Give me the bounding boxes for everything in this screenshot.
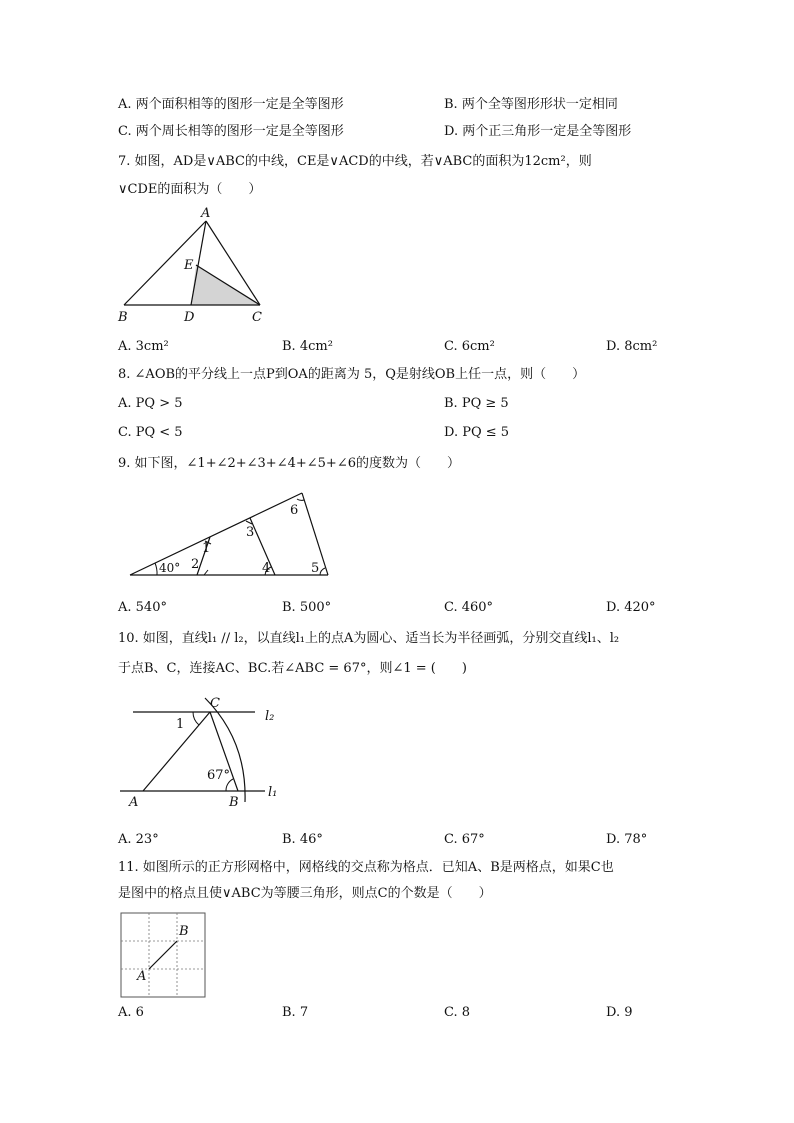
- q9-option-b: B. 500°: [282, 600, 332, 615]
- q9-stem: 9. 如下图，∠1+∠2+∠3+∠4+∠5+∠6的度数为（ ）: [118, 456, 460, 471]
- q6-option-b: B. 两个全等图形形状一定相同: [444, 97, 618, 112]
- q6-option-d: D. 两个正三角形一定是全等图形: [444, 124, 632, 139]
- q11-option-b: B. 7: [282, 1005, 309, 1020]
- q10-figure: [115, 690, 290, 810]
- q8-option-d: D. PQ ≤ 5: [444, 425, 510, 440]
- q11-option-d: D. 9: [606, 1005, 633, 1020]
- q11-grid-figure: [120, 912, 210, 1000]
- q10-stem-line2: 于点B、C，连接AC、BC.若∠ABC = 67°，则∠1 = ( ): [118, 661, 467, 676]
- q6-option-a: A. 两个面积相等的图形一定是全等图形: [118, 97, 344, 112]
- q9-option-a: A. 540°: [118, 600, 167, 615]
- label-angle-3: 3: [246, 525, 255, 540]
- q10-option-a: A. 23°: [118, 832, 159, 847]
- q7-option-a: A. 3cm²: [118, 339, 169, 354]
- label-b: B: [179, 924, 189, 939]
- label-angle-1: 1: [176, 717, 185, 732]
- label-c: C: [252, 310, 262, 325]
- q8-option-c: C. PQ < 5: [118, 425, 183, 440]
- q7-figure: [110, 205, 280, 325]
- q8-option-b: B. PQ ≥ 5: [444, 396, 509, 411]
- label-67deg: 67°: [207, 768, 231, 783]
- q10-option-d: D. 78°: [606, 832, 648, 847]
- label-a: A: [137, 969, 147, 984]
- label-angle-4: 4: [262, 561, 271, 576]
- q11-stem-line1: 11. 如图所示的正方形网格中，网格线的交点称为格点．已知A、B是两格点，如果C也: [118, 860, 614, 875]
- label-d: D: [184, 310, 195, 325]
- label-angle-5: 5: [311, 561, 320, 576]
- label-b: B: [118, 310, 128, 325]
- label-angle-2: 2: [191, 557, 200, 572]
- label-b: B: [229, 795, 239, 810]
- q7-option-c: C. 6cm²: [444, 339, 495, 354]
- q6-option-c: C. 两个周长相等的图形一定是全等图形: [118, 124, 344, 139]
- label-angle-1: 1: [202, 541, 211, 556]
- label-c: C: [210, 696, 220, 711]
- label-a: A: [129, 795, 139, 810]
- q11-option-c: C. 8: [444, 1005, 471, 1020]
- q11-option-a: A. 6: [118, 1005, 144, 1020]
- q8-stem: 8. ∠AOB的平分线上一点P到OA的距离为 5，Q是射线OB上任一点，则（ ）: [118, 367, 586, 382]
- q10-option-c: C. 67°: [444, 832, 485, 847]
- q9-option-d: D. 420°: [606, 600, 656, 615]
- q10-stem-line1: 10. 如图，直线l₁ // l₂，以直线l₁上的点A为圆心、适当长为半径画弧，分别交直线l₁、l₂: [118, 631, 620, 646]
- label-a: A: [201, 206, 211, 221]
- q9-figure: [125, 488, 335, 583]
- q7-stem-line1: 7. 如图，AD是∨ABC的中线，CE是∨ACD的中线，若∨ABC的面积为12cm²，则: [118, 154, 592, 169]
- label-l1: l₁: [268, 785, 278, 800]
- label-l2: l₂: [265, 709, 275, 724]
- q11-stem-line2: 是图中的格点且使∨ABC为等腰三角形，则点C的个数是（ ）: [118, 886, 492, 901]
- q10-option-b: B. 46°: [282, 832, 323, 847]
- label-e: E: [184, 258, 194, 273]
- label-40deg: 40°: [159, 561, 181, 575]
- q7-option-d: D. 8cm²: [606, 339, 658, 354]
- q9-option-c: C. 460°: [444, 600, 494, 615]
- label-angle-6: 6: [290, 503, 299, 518]
- q7-option-b: B. 4cm²: [282, 339, 333, 354]
- q7-stem-line2: ∨CDE的面积为（ ）: [118, 182, 262, 197]
- q8-option-a: A. PQ > 5: [118, 396, 183, 411]
